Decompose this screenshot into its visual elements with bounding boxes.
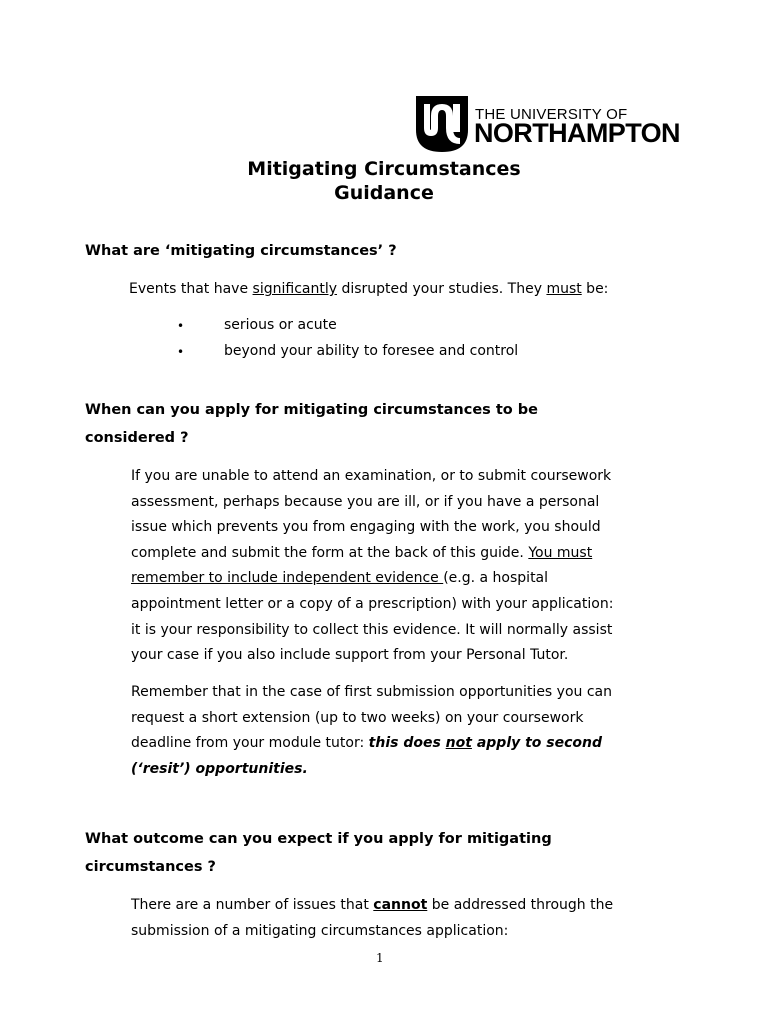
- section3-heading-line1: What outcome can you expect if you apply for mitigating: [85, 831, 552, 847]
- section2-p1-line: it is your responsibility to collect this evidence. It will normally assist: [131, 622, 613, 638]
- document-title-line1: Mitigating Circumstances: [247, 158, 521, 180]
- section1-intro-c: be:: [581, 281, 609, 297]
- bullet-marker: •: [177, 319, 185, 333]
- section1-intro-significantly: significantly: [252, 281, 338, 297]
- section3-p1-line1-text-b: be addressed through the: [427, 897, 614, 913]
- section2-p2-line: request a short extension (up to two weeks) on your coursework: [131, 710, 584, 726]
- section2-heading-line1: When can you apply for mitigating circumstances to be: [85, 402, 539, 418]
- section2-p1-line4-underlined: You must: [528, 545, 593, 561]
- section2-p2-line3-emph-a: this does: [368, 735, 446, 751]
- bullet-marker: •: [177, 345, 185, 359]
- university-logo: [413, 94, 680, 154]
- section2-p1-line: appointment letter or a copy of a prescription) with your application:: [131, 596, 614, 612]
- section2-p2-line: [131, 731, 602, 757]
- section3-p1-line: submission of a mitigating circumstances application:: [131, 923, 509, 939]
- section2-p1-line: If you are unable to attend an examination, or to submit coursework: [131, 468, 612, 484]
- bullet-item: serious or acute: [224, 317, 337, 333]
- document-title-line2-text: Guidance: [334, 182, 434, 204]
- logo-text-line2: NORTHAMPTON: [474, 118, 680, 148]
- section3-heading-line2: circumstances ?: [85, 859, 216, 875]
- section1-intro-a: Events that have: [129, 281, 253, 297]
- section1-intro-must: must: [546, 281, 582, 297]
- page-number: 1: [376, 951, 384, 965]
- section1-heading: What are ‘mitigating circumstances’ ?: [85, 243, 397, 259]
- bullet-item: beyond your ability to foresee and control: [224, 343, 519, 359]
- section2-p2-line3-text: deadline from your module tutor:: [131, 735, 369, 751]
- section2-p1-line5-text: (e.g. a hospital: [443, 570, 549, 586]
- section2-p1-line4-text: complete and submit the form at the back of this guide.: [131, 545, 529, 561]
- section1-intro-b: disrupted your studies. They: [337, 281, 547, 297]
- document-title-line2: [0, 182, 768, 204]
- section2-p1-line: [131, 566, 548, 592]
- section3-p1-line: [131, 893, 613, 919]
- section2-p1-line5-underlined: remember to include independent evidence: [131, 570, 444, 586]
- section2-p1-line: issue which prevents you from engaging with the work, you should: [131, 519, 601, 535]
- section2-p1-line: [131, 541, 592, 567]
- section2-heading-line2: considered ?: [85, 430, 189, 446]
- section2-p1-line: assessment, perhaps because you are ill, or if you have a personal: [131, 494, 600, 510]
- section3-p1-line1-text-a: There are a number of issues that: [131, 897, 374, 913]
- section1-intro: [129, 277, 608, 303]
- section2-p2-line: (‘resit’) opportunities.: [131, 761, 308, 777]
- logo-text-line1: THE UNIVERSITY OF: [475, 106, 628, 123]
- section2-p2-line3-not: not: [445, 735, 472, 751]
- section2-p1-line: your case if you also include support from your Personal Tutor.: [131, 647, 569, 663]
- section2-p2-line: Remember that in the case of first submission opportunities you can: [131, 684, 613, 700]
- section2-p2-line3-emph-b: apply to second: [471, 735, 603, 751]
- section3-p1-line1-cannot: cannot: [373, 897, 428, 913]
- university-crest-icon: [413, 94, 471, 154]
